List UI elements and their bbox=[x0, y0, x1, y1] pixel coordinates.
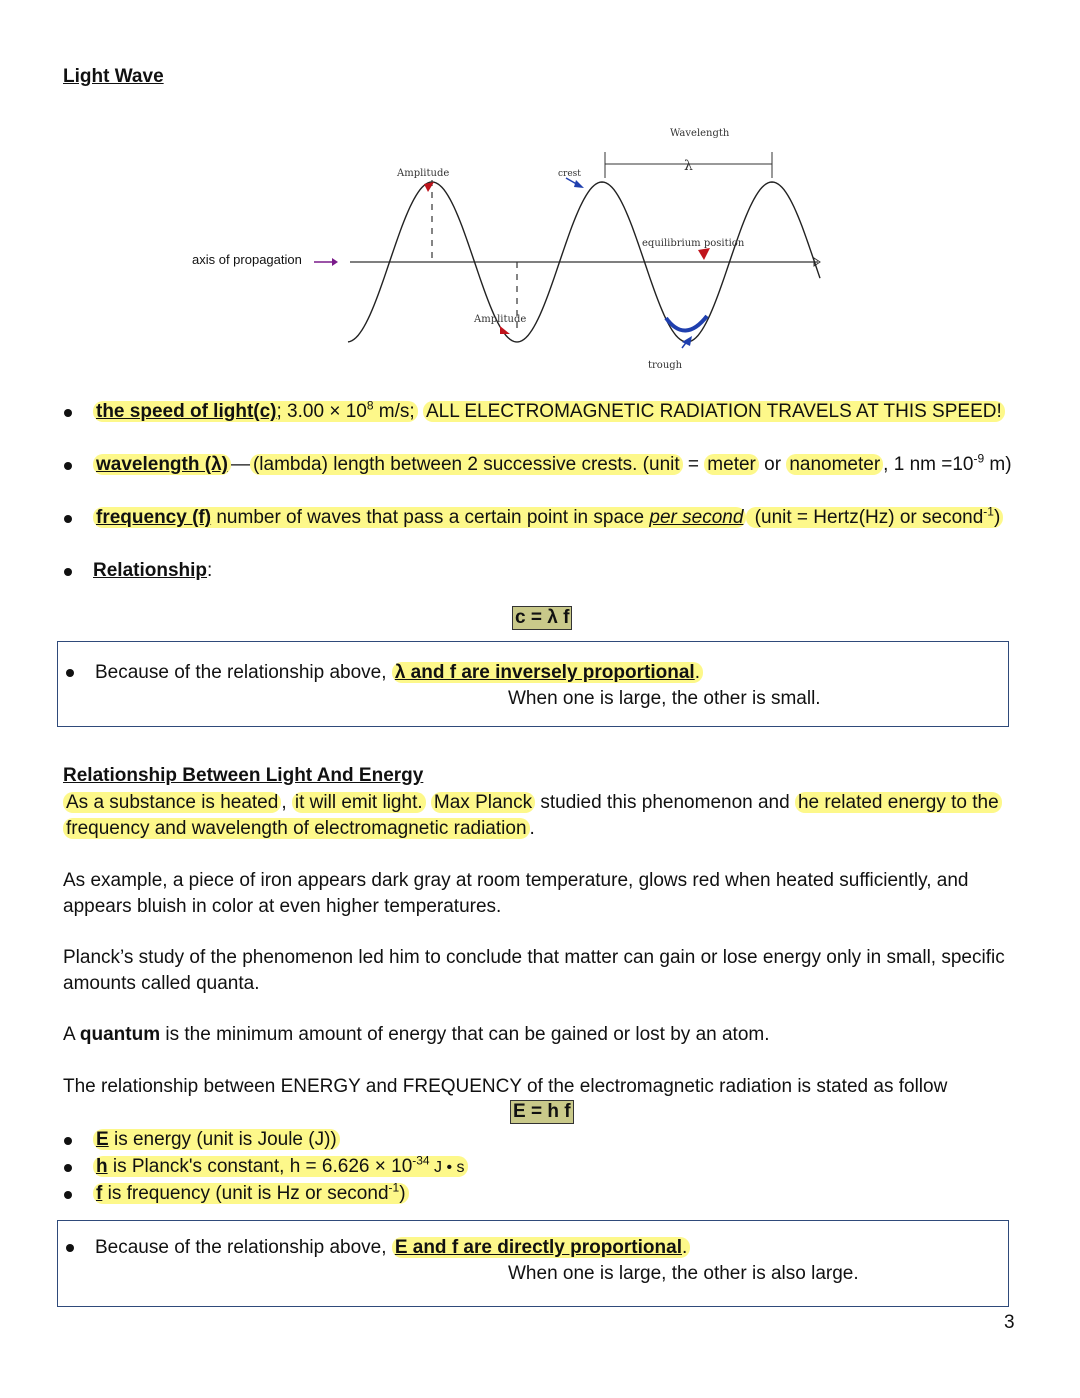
light-wave-diagram bbox=[300, 120, 840, 380]
paragraph-energy-frequency: The relationship between ENERGY and FREQUENCY of the electromagnetic radiation is stated as follow bbox=[63, 1076, 948, 1097]
bullet-wavelength: wavelength (λ) — (lambda) length between 2 successive crests. (unit = meter or nanometer , 1 nm $=10^{-9}$ m) bbox=[93, 454, 1012, 476]
paragraph-planck-intro: As a substance is heated , it will emit light. Max Planck studied this phenomenon and he related energy to the frequency and wavelength of electromagnetic radiation . bbox=[63, 790, 1023, 842]
bullet-dot bbox=[64, 515, 72, 523]
amplitude-bottom-label: Amplitude bbox=[474, 314, 527, 325]
bullet-dot bbox=[64, 1164, 72, 1172]
note-inverse-line2: When one is large, the other is small. bbox=[508, 688, 821, 709]
paragraph-quantum: A quantum is the minimum amount of energy that can be gained or lost by an atom. bbox=[63, 1024, 770, 1045]
trough-label: trough bbox=[648, 360, 683, 371]
note-direct-line2: When one is large, the other is also large. bbox=[508, 1263, 859, 1284]
note-box-inverse bbox=[57, 641, 1009, 727]
formula-c-lambda-f: c = λ f bbox=[512, 606, 572, 630]
trough-highlight bbox=[666, 316, 707, 331]
axis-label: axis of propagation bbox=[192, 252, 302, 267]
note-direct-line1: Because of the relationship above, E and f are directly proportional. bbox=[95, 1237, 690, 1259]
bullet-frequency: frequency (f) number of waves that pass a certain point in space per second (unit = Hertz(Hz) or second$^{-1}$) bbox=[93, 507, 1003, 529]
paragraph-iron-example: As example, a piece of iron appears dark gray at room temperature, glows red when heated sufficiently, and appears bluish in color at even higher temperatures. bbox=[63, 870, 969, 917]
bullet-dot bbox=[64, 1137, 72, 1145]
crest-label: crest bbox=[558, 169, 581, 179]
bullet-relationship: Relationship: bbox=[93, 560, 213, 581]
amplitude-top-label: Amplitude bbox=[397, 168, 450, 179]
formula-e-h-f: E = h f bbox=[510, 1100, 574, 1124]
bullet-dot bbox=[64, 409, 72, 417]
bullet-dot bbox=[66, 1244, 74, 1252]
bullet-speed-of-light: the speed of light(c); $3.00 \times 10^8$ m/s; ALL ELECTROMAGNETIC RADIATION TRAVELS AT THIS SPEED! bbox=[93, 401, 1005, 423]
list-energy: E is energy (unit is Joule (J)) bbox=[93, 1129, 340, 1151]
bullet-dot bbox=[64, 462, 72, 470]
paragraph-quanta: Planck’s study of the phenomenon led him to conclude that matter can gain or lose energy only in small, specific amounts called quanta. bbox=[63, 947, 1005, 994]
heading-light-energy: Relationship Between Light And Energy bbox=[63, 765, 424, 786]
list-frequency: f is frequency (unit is Hz or second$^{-1}$) bbox=[93, 1183, 409, 1205]
wavelength-label: Wavelength bbox=[670, 128, 730, 139]
heading-light-wave: Light Wave bbox=[63, 66, 164, 87]
bullet-dot bbox=[66, 669, 74, 677]
bullet-dot bbox=[64, 1191, 72, 1199]
note-box-direct bbox=[57, 1220, 1009, 1307]
equilibrium-label: equilibrium position bbox=[642, 238, 745, 249]
list-planck-constant: h is Planck's constant, $h = 6.626 \times 10^{-34}$ J • s bbox=[93, 1156, 468, 1178]
note-inverse-line1: Because of the relationship above, λ and f are inversely proportional. bbox=[95, 662, 703, 684]
page-number: 3 bbox=[1004, 1312, 1015, 1333]
bullet-dot bbox=[64, 568, 72, 576]
lambda-symbol: λ bbox=[684, 158, 693, 174]
